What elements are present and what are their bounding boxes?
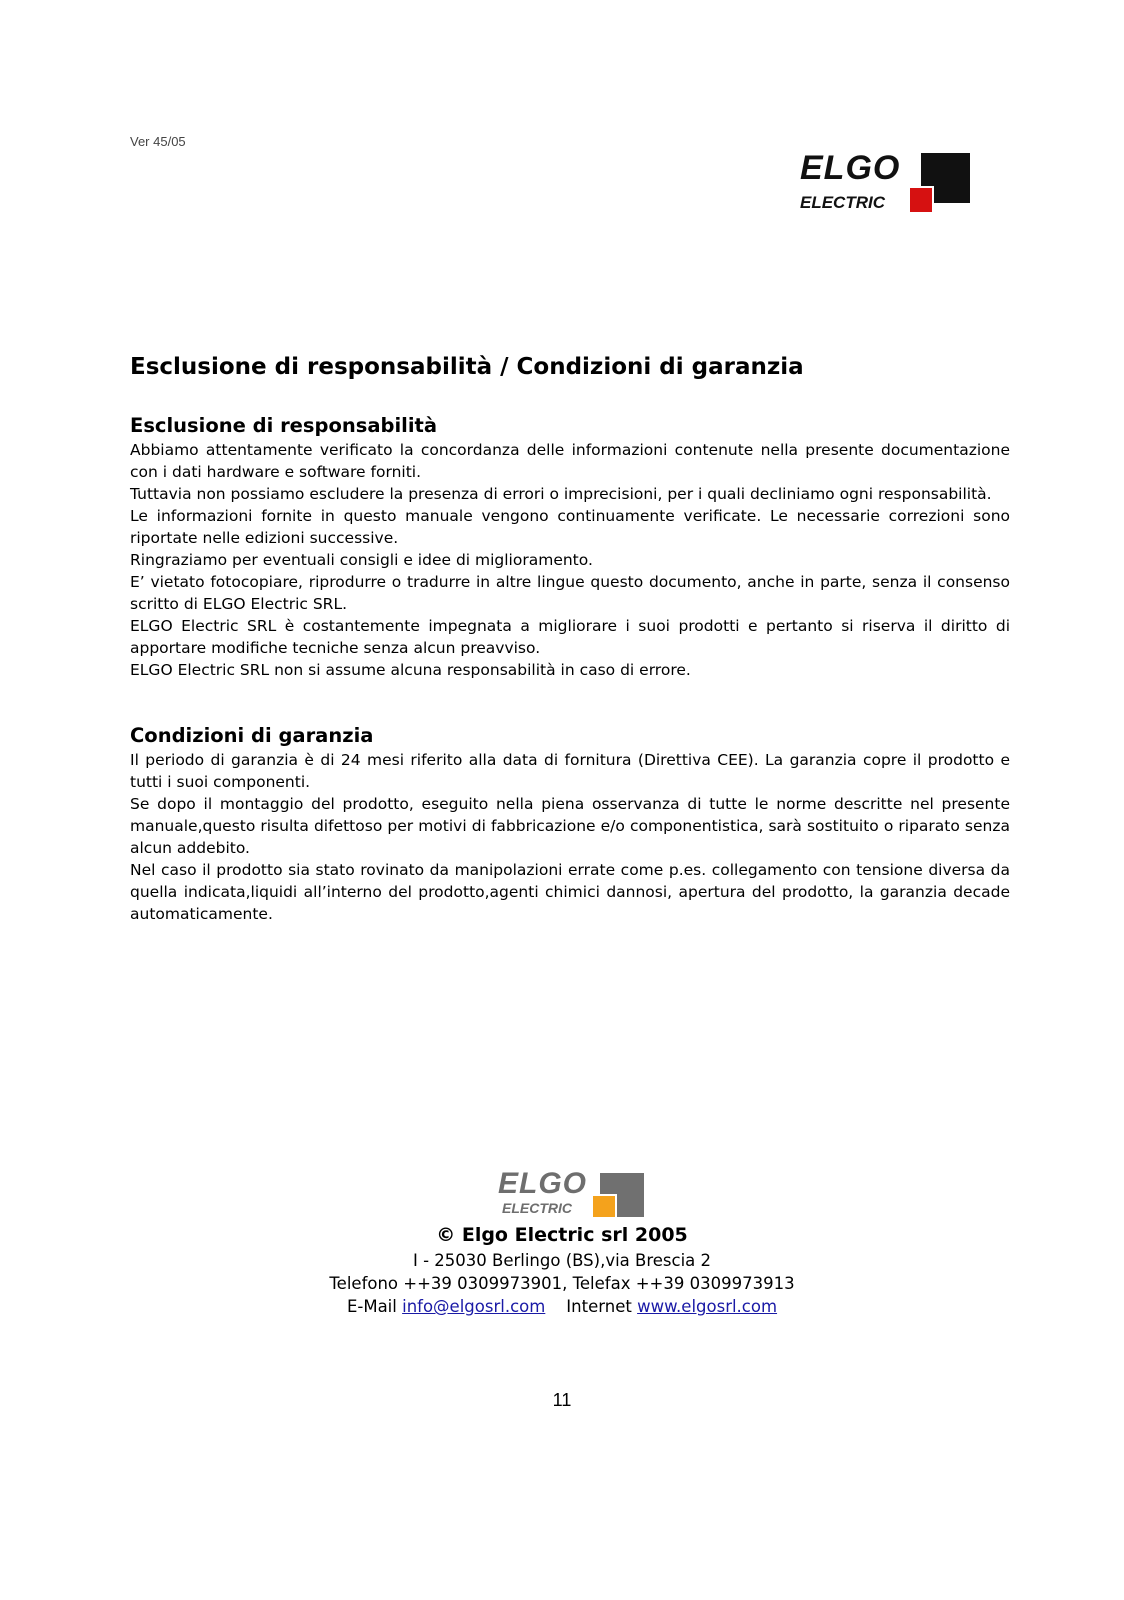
footer-contact bbox=[0, 1224, 1124, 1318]
liability-heading: Esclusione di responsabilità bbox=[130, 414, 438, 437]
page-title: Esclusione di responsabilità / Condizioni di garanzia bbox=[130, 354, 804, 380]
warranty-heading: Condizioni di garanzia bbox=[130, 724, 374, 747]
footer-logo-orange-square bbox=[591, 1194, 617, 1219]
liability-paragraph: E’ vietato fotocopiare, riprodurre o tradurre in altre lingue questo documento, anche in parte, senza il consenso scritto di ELGO Electric SRL. bbox=[130, 573, 1010, 613]
logo-red-square bbox=[908, 186, 934, 214]
internet-label: Internet bbox=[566, 1297, 632, 1316]
footer-links-line bbox=[0, 1295, 1124, 1318]
footer-logo-word-elgo: ELGO bbox=[498, 1167, 588, 1200]
warranty-section bbox=[130, 724, 1010, 925]
page-number: 11 bbox=[552, 1390, 572, 1410]
warranty-paragraph: Il periodo di garanzia è di 24 mesi riferito alla data di fornitura (Direttiva CEE). La garanzia copre il prodotto e tutti i suoi componenti. bbox=[130, 751, 1010, 791]
website-link[interactable]: www.elgosrl.com bbox=[637, 1297, 778, 1316]
liability-paragraph: Ringraziamo per eventuali consigli e idee di miglioramento. bbox=[130, 551, 593, 569]
footer-logo-word-electric: ELECTRIC bbox=[502, 1200, 572, 1216]
footer-phone: Telefono ++39 0309973901, Telefax ++39 0309973913 bbox=[329, 1274, 795, 1293]
elgo-footer-logo bbox=[498, 1167, 644, 1221]
email-link[interactable]: info@elgosrl.com bbox=[402, 1297, 546, 1316]
logo-word-electric: ELECTRIC bbox=[800, 193, 885, 212]
warranty-paragraph: Nel caso il prodotto sia stato rovinato da manipolazioni errate come p.es. collegamento con tensione diversa da quella indicata,liquidi all’interno del prodotto,agenti chimici dannosi, apertura del prodotto, la garanzia decade automaticamente. bbox=[130, 861, 1010, 923]
logo-word-elgo: ELGO bbox=[800, 149, 901, 187]
footer-address: I - 25030 Berlingo (BS),via Brescia 2 bbox=[412, 1251, 712, 1270]
warranty-paragraph: Se dopo il montaggio del prodotto, eseguito nella piena osservanza di tutte le norme descritte nel presente manuale,questo risulta difettoso per motivi di fabbricazione e/o componentistica, sarà sostituito o riparato senza alcun addebito. bbox=[130, 795, 1010, 857]
email-label: E-Mail bbox=[346, 1297, 397, 1316]
liability-paragraph: Le informazioni fornite in questo manuale vengono continuamente verificate. Le necessarie correzioni sono riportate nelle edizioni successive. bbox=[130, 507, 1010, 547]
liability-paragraph: Tuttavia non possiamo escludere la presenza di errori o imprecisioni, per i quali decliniamo ogni responsabilità. bbox=[130, 485, 992, 503]
liability-paragraph: ELGO Electric SRL non si assume alcuna responsabilità in caso di errore. bbox=[130, 661, 691, 679]
liability-paragraph: Abbiamo attentamente verificato la concordanza delle informazioni contenute nella presente documentazione con i dati hardware e software forniti. bbox=[130, 441, 1010, 481]
liability-section bbox=[130, 414, 1010, 681]
version-label: Ver 45/05 bbox=[130, 134, 186, 149]
liability-paragraph: ELGO Electric SRL è costantemente impegnata a migliorare i suoi prodotti e pertanto si riserva il diritto di apportare modifiche tecniche senza alcun preavviso. bbox=[130, 617, 1010, 657]
footer-company: © Elgo Electric srl 2005 bbox=[436, 1224, 688, 1246]
elgo-logo bbox=[800, 149, 970, 219]
